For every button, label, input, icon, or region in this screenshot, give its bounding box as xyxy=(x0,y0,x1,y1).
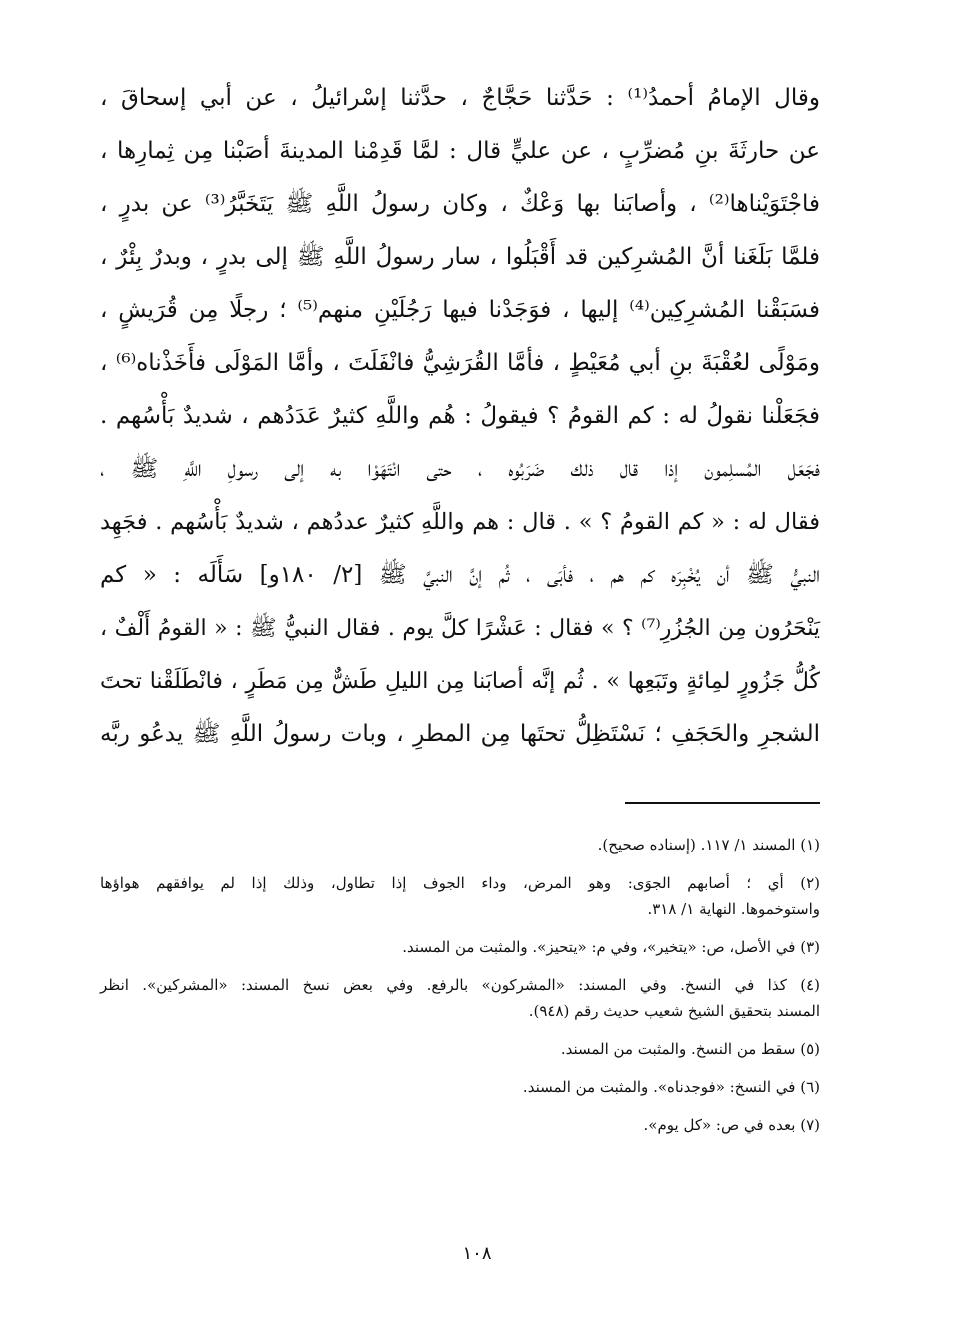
footnote-4 xyxy=(100,972,820,1024)
text-line: فلمَّا بَلَغَنا أنَّ المُشرِكين قد أَقْبَلُوا ، سار رسولُ اللَّهِ ﷺ إلى بدرٍ ، وبدرٌ بِئْرٌ ، xyxy=(100,244,820,270)
text-line: فاجْتَوَيْناها⁽²⁾ ، وأصابَنا بها وَعْكٌ ، وكان رسولُ اللَّهِ ﷺ يَتَخَبَّرُ⁽³⁾ عن بدرٍ ، xyxy=(100,191,820,217)
footnotes xyxy=(100,832,820,1150)
footnote-1 xyxy=(100,832,820,858)
text-line: عن حارثَةَ بنِ مُضرِّبٍ ، عن عليٍّ قال : لمَّا قَدِمْنا المدينةَ أصَبْنا مِن ثِمارِها ، xyxy=(100,138,820,164)
text-line: الشجرِ والحَجَفِ ؛ نَسْتَظِلُّ تحتَها مِن المطرِ ، وبات رسولُ اللَّهِ ﷺ يدعُو ربَّه xyxy=(100,721,820,747)
text-line: وقال الإمامُ أحمدُ⁽¹⁾ : حَدَّثنا حَجَّاجٌ ، حدَّثنا إسْرائيلُ ، عن أبي إسحاقَ ، xyxy=(100,85,820,111)
footnote-divider xyxy=(625,802,820,804)
footnote-line: (١) المسند ١/ ١١٧. (إسناده صحيح). xyxy=(597,836,820,854)
text-line: فقال له : « كم القومُ ؟ » . قال : هم واللَّهِ كثيرٌ عددُهم ، شديدٌ بَأْسُهم . فجَهِد xyxy=(100,509,820,535)
footnote-5 xyxy=(100,1036,820,1062)
footnote-line: (٤) كذا في النسخ. وفي المسند: «المشركون» بالرفع. وفي بعض نسخ المسند: «المشركين». انظر xyxy=(100,976,820,994)
footnote-line: (٧) بعده في ص: «كل يوم». xyxy=(643,1116,820,1134)
footnote-line: (٢) أي ؛ أصابهم الجوَى: وهو المرض، وداء الجوف إذا تطاول، وذلك إذا لم يوافقهم هواؤها xyxy=(100,874,820,892)
text-line: ومَوْلًى لعُقْبَةَ بنِ أبي مُعَيْطٍ ، فأمَّا القُرَشِيُّ فانْفَلَتَ ، وأمَّا المَوْلَى فأَخَذْناه⁽⁶⁾ ، xyxy=(100,350,820,376)
footnote-line: المسند بتحقيق الشيخ شعيب حديث رقم (٩٤٨). xyxy=(528,1002,820,1020)
footnote-line: (٣) في الأصل، ص: «يتخير»، وفي م: «يتحيز». والمثبت من المسند. xyxy=(402,938,820,956)
main-text xyxy=(100,72,820,761)
page-number: ١٠٨ xyxy=(462,1243,492,1264)
footnote-line: (٦) في النسخ: «فوجدناه». والمثبت من المسند. xyxy=(522,1078,820,1096)
footnote-line: واستوخموها. النهاية ١/ ٣١٨. xyxy=(647,900,820,918)
footnote-2 xyxy=(100,870,820,922)
text-line: فجَعَلْنا نقولُ له : كم القومُ ؟ فيقولُ : هُم واللَّهِ كثيرٌ عَدَدُهم ، شديدٌ بَأْسُهم . xyxy=(100,403,820,429)
text-line: النبيُّ ﷺ أن يُخْبِرَه كم هم ، فأبَى ، ثُم إنَّ النبيَّ ﷺ [٢/ ١٨٠و] سَأَلَه : « كم xyxy=(100,562,820,588)
footnote-6 xyxy=(100,1074,820,1100)
footnote-7 xyxy=(100,1112,820,1138)
footnote-3 xyxy=(100,934,820,960)
text-line: يَنْحَرُون مِن الجُزُرِ⁽⁷⁾ ؟ » فقال : عَشْرًا كلَّ يوم . فقال النبيُّ ﷺ : « القومُ أَلْفٌ ، xyxy=(100,616,820,641)
text-line: فجَعَل المُسلِمون إذا قال ذلك ضَرَبُوه ، حتى انْتَهَوْا به إلى رسولِ اللَّهِ ﷺ ، xyxy=(100,456,820,482)
text-line: فسَبَقْنا المُشرِكِين⁽⁴⁾ إليها ، فوَجَدْنا فيها رَجُلَيْنِ منهم⁽⁵⁾ ؛ رجلًا مِن قُرَيشٍ ، xyxy=(100,297,820,323)
footnote-line: (٥) سقط من النسخ. والمثبت من المسند. xyxy=(560,1040,820,1058)
text-line: كُلُّ جَزُورٍ لمِائةٍ وتَبَعِها » . ثُم إنَّه أصابَنا مِن الليلِ طَشٌّ مِن مَطَرٍ ، فانْطَلَقْنا تحتَ xyxy=(100,669,820,694)
